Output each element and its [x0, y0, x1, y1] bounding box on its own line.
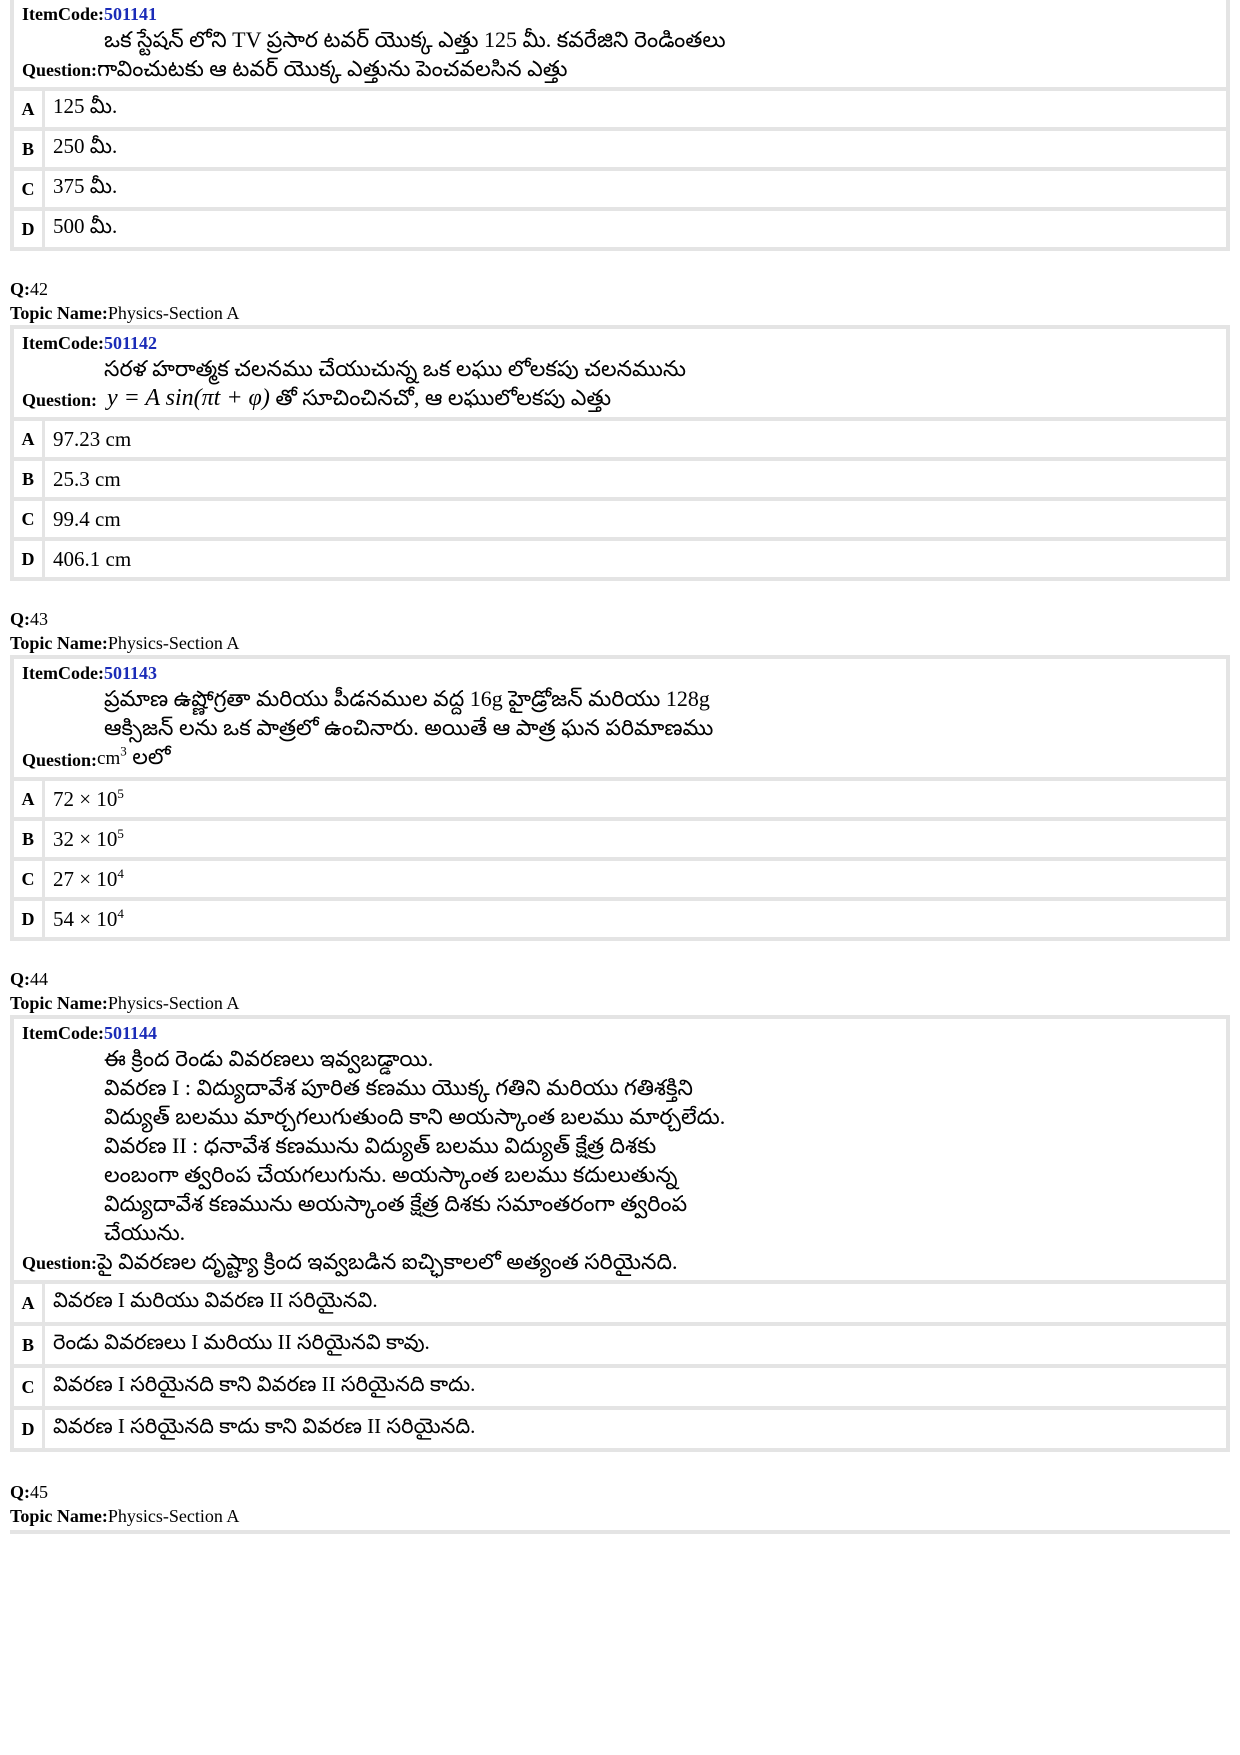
question-text-line: తో సూచించినచో, ఆ లఘులోలకపు ఎత్తు	[269, 385, 612, 410]
question-label: Question:	[22, 750, 98, 770]
question-text-line: ప్రమాణ ఉష్ణోగ్రతా మరియు పీడనముల వద్ద 16g హైడ్రోజన్ మరియు 128g	[104, 686, 710, 711]
option-a: A 97.23 cm	[14, 417, 1226, 457]
question-row	[22, 383, 1218, 413]
question-card-501143	[10, 655, 1230, 941]
question-body	[14, 659, 1226, 777]
question-label: Question:	[22, 1253, 98, 1273]
question-text-line: లంబంగా త్వరింప చేయగలుగును. అయస్కాంత బలము కదులుతున్న	[104, 1162, 678, 1187]
question-text-line: వివరణ II : ధనావేశ కణమును విద్యుత్ బలము విద్యుత్ క్షేత్ర దిశకు	[104, 1133, 657, 1158]
option-c: C వివరణ I సరియైనది కాని వివరణ II సరియైనది కాదు.	[14, 1364, 1226, 1406]
question-card-501142	[10, 325, 1230, 581]
question-text-line: విద్యుదావేశ కణమును అయస్కాంత క్షేత్ర దిశకు సమాంతరంగా త్వరింప	[104, 1191, 688, 1216]
option-d: D 406.1 cm	[14, 537, 1226, 577]
question-number: Q:42	[10, 279, 48, 299]
option-b: B రెండు వివరణలు I మరియు II సరియైనవి కావు.	[14, 1322, 1226, 1364]
question-text-line: పై వివరణల దృష్ట్యా క్రింద ఇవ్వబడిన ఐచ్ఛికాలలో అత్యంత సరియైనది.	[97, 1249, 678, 1274]
item-code: ItemCode:501141	[22, 4, 157, 24]
option-b: B 250 మీ.	[14, 127, 1226, 167]
option-a: A వివరణ I మరియు వివరణ II సరియైనవి.	[14, 1280, 1226, 1322]
question-number: Q:43	[10, 609, 48, 629]
item-code: ItemCode:501143	[22, 663, 157, 683]
option-d: D 500 మీ.	[14, 207, 1226, 247]
topic-name: Topic Name:Physics-Section A	[10, 303, 240, 323]
question-body	[14, 1019, 1226, 1280]
question-text-line: ఆక్సిజన్ లను ఒక పాత్రలో ఉంచినారు. అయితే ఆ పాత్ర ఘన పరిమాణము	[104, 715, 714, 740]
question-text-line: వివరణ I : విద్యుదావేశ పూరిత కణము యొక్క గతిని మరియు గతిశక్తిని	[104, 1075, 693, 1100]
question-body	[14, 329, 1226, 417]
option-c: C $27 \times 10^4$	[14, 857, 1226, 897]
question-label: Question:	[22, 390, 98, 410]
question-body	[14, 0, 1226, 87]
topic-name: Topic Name:Physics-Section A	[10, 1506, 240, 1526]
question-row: Question: $cm^3$ లలో	[22, 742, 1218, 773]
question-row	[22, 54, 1218, 83]
question-text-line: విద్యుత్ బలము మార్చగలుగుతుంది కాని అయస్కాంత బలము మార్చలేదు.	[104, 1104, 726, 1129]
question-card-501144	[10, 1015, 1230, 1452]
topic-name: Topic Name:Physics-Section A	[10, 633, 240, 653]
option-a: A 125 మీ.	[14, 87, 1226, 127]
option-a: A $72 \times 10^5$	[14, 777, 1226, 817]
option-d: D $54 \times 10^4$	[14, 897, 1226, 937]
question-text-line: గావించుటకు ఆ టవర్ యొక్క ఎత్తును పెంచవలసిన ఎత్తు	[97, 56, 568, 81]
item-code: ItemCode:501144	[22, 1023, 157, 1043]
option-b: B 25.3 cm	[14, 457, 1226, 497]
option-b: B $32 \times 10^5$	[14, 817, 1226, 857]
formula: y = A sin(πt + φ)	[107, 385, 270, 411]
item-code: ItemCode:501142	[22, 333, 157, 353]
option-d: D వివరణ I సరియైనది కాదు కాని వివరణ II సరియైనది.	[14, 1406, 1226, 1448]
divider	[10, 1530, 1230, 1534]
question-card-501141	[10, 0, 1230, 251]
question-text-line: ఈ క్రింద రెండు వివరణలు ఇవ్వబడ్డాయి.	[104, 1046, 434, 1071]
question-text-line: ఒక స్టేషన్ లోని TV ప్రసార టవర్ యొక్క ఎత్తు 125 మీ. కవరేజిని రెండింతలు	[104, 27, 726, 52]
question-label: Question:	[22, 60, 98, 80]
question-text-line: చేయును.	[104, 1220, 186, 1245]
question-number: Q:44	[10, 969, 48, 989]
topic-name: Topic Name:Physics-Section A	[10, 993, 240, 1013]
question-number: Q:45	[10, 1482, 48, 1502]
option-c: C 375 మీ.	[14, 167, 1226, 207]
option-c: C 99.4 cm	[14, 497, 1226, 537]
question-row	[22, 1247, 1218, 1276]
question-text-line: సరళ హరాత్మక చలనము చేయుచున్న ఒక లఘు లోలకపు చలనమును	[104, 356, 686, 381]
